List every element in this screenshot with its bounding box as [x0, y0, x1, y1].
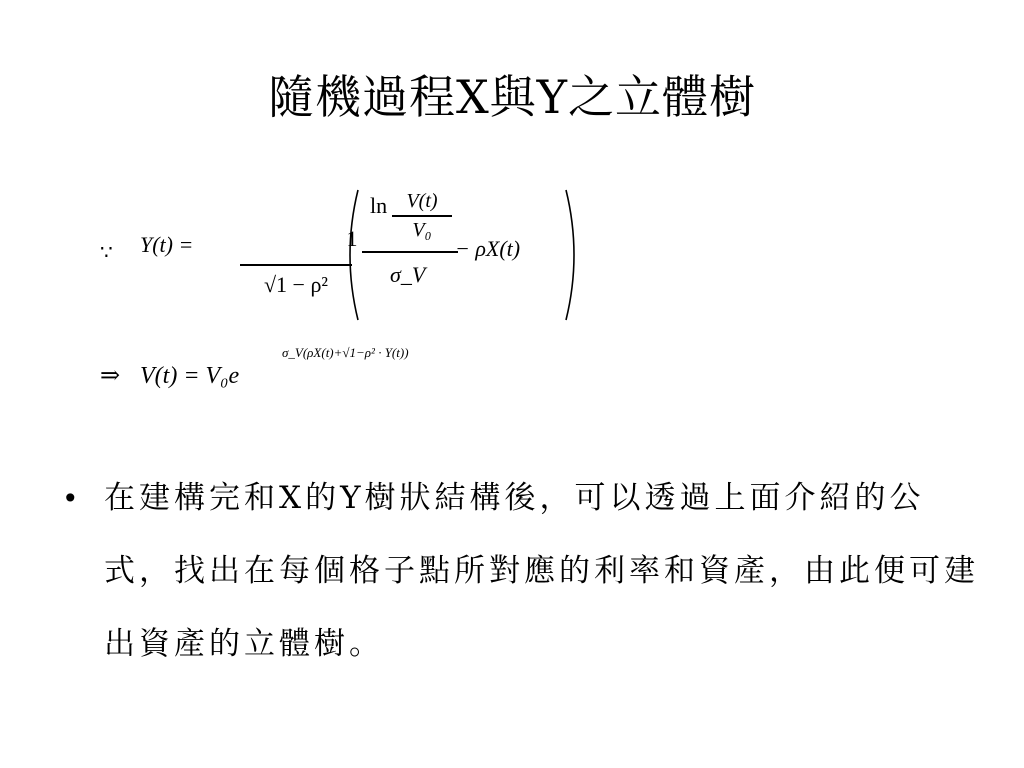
- inner-fraction-bar: [392, 215, 452, 217]
- bullet-item: [62, 462, 982, 681]
- rho-x-term: − ρX(t): [455, 236, 521, 261]
- equation2-main: V(t) = V₀e: [140, 363, 240, 389]
- fraction-bar: [240, 264, 352, 266]
- equation2-exponent: σ_V(ρX(t)+√1−ρ² · Y(t)): [282, 345, 409, 360]
- main-fraction-bar: [362, 251, 458, 253]
- right-parenthesis: [562, 188, 584, 322]
- slide-title: 隨機過程X與Y之立體樹: [267, 70, 757, 124]
- bullet-list: [62, 462, 982, 681]
- bullet-marker: •: [62, 482, 83, 515]
- implies-arrow: ⇒: [100, 363, 121, 389]
- ln-label: ln: [370, 193, 388, 218]
- equation-y-of-t: [100, 188, 600, 328]
- equation-v-of-t: [100, 345, 520, 400]
- bullet-text: 在建構完和X的Y樹狀結構後，可以透過上面介紹的公式，找出在每個格子點所對應的利率和資產，由此便可建出資產的立體樹。: [104, 480, 979, 662]
- fraction-denominator: √1 − ρ²: [263, 272, 329, 297]
- inner-numerator: V(t): [406, 190, 438, 212]
- left-parenthesis: [340, 188, 362, 322]
- fraction-numerator: 1: [346, 226, 358, 251]
- sigma-denominator: σ_V: [390, 262, 426, 287]
- because-symbol: ∵: [100, 242, 113, 264]
- inner-denominator: V₀: [412, 218, 432, 241]
- inner-fraction: [392, 190, 452, 242]
- equation1-lhs: Y(t) =: [140, 232, 194, 257]
